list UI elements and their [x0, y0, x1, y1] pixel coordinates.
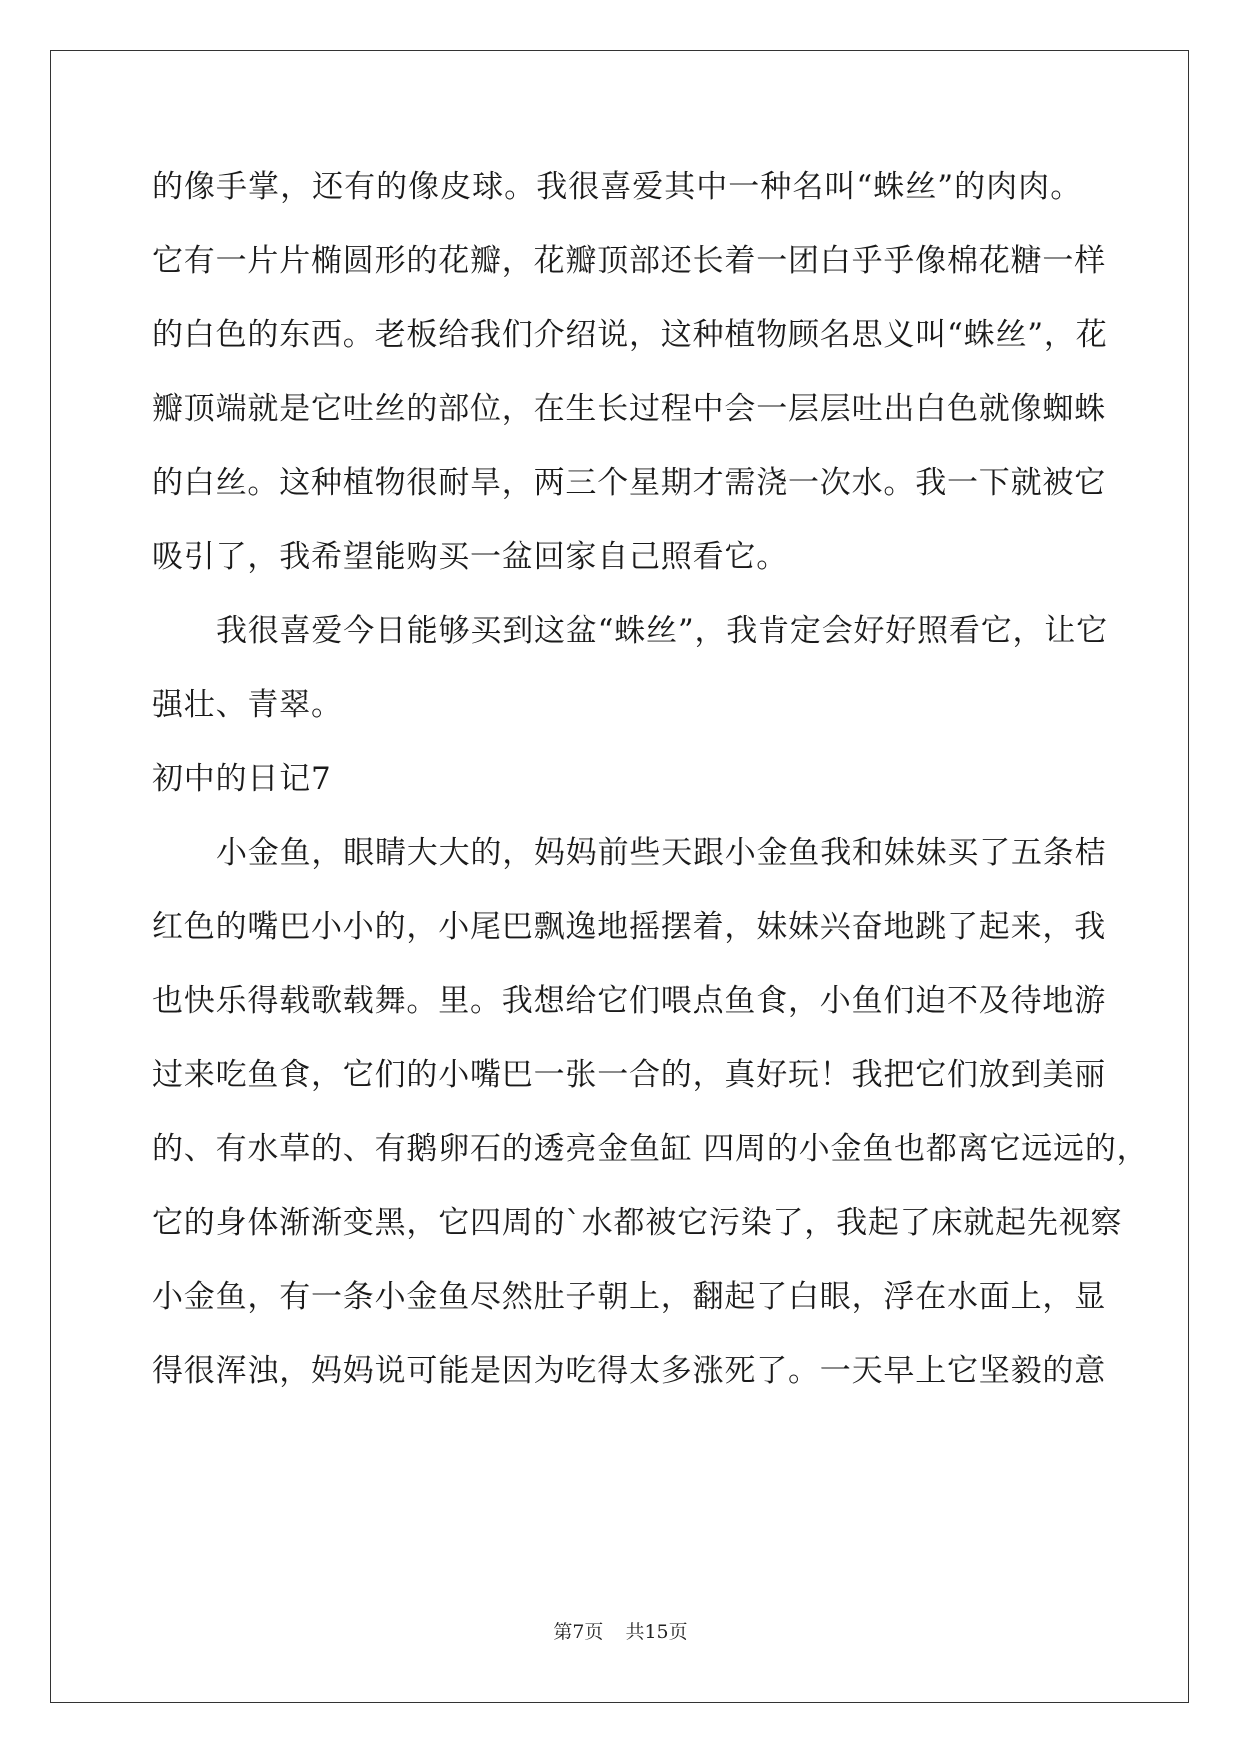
page-footer: [0, 1617, 1241, 1644]
text-line: 也快乐得载歌载舞。里。我想给它们喂点鱼食，小鱼们迫不及待地游: [152, 983, 1106, 1019]
section-heading: 初中的日记7: [152, 761, 332, 797]
text-line: 我很喜爱今日能够买到这盆“蛛丝”，我肯定会好好照看它，让它: [216, 613, 1108, 649]
text-line: 瓣顶端就是它吐丝的部位，在生长过程中会一层层吐出白色就像蜘蛛: [152, 391, 1106, 427]
text-line: 过来吃鱼食，它们的小嘴巴一张一合的，真好玩！我把它们放到美丽: [152, 1057, 1106, 1093]
text-line: 强壮、青翠。: [152, 687, 343, 723]
text-line: 的白色的东西。老板给我们介绍说，这种植物顾名思义叫“蛛丝”，花: [152, 317, 1108, 353]
text-line: 红色的嘴巴小小的，小尾巴飘逸地摇摆着，妹妹兴奋地跳了起来，我: [152, 909, 1106, 945]
document-body: [152, 162, 1149, 1420]
text-line: 小金鱼，有一条小金鱼尽然肚子朝上，翻起了白眼，浮在水面上，显: [152, 1279, 1106, 1315]
page-number: 第7页: [553, 1621, 604, 1643]
text-line: 它的身体渐渐变黑，它四周的`水都被它污染了，我起了床就起先视察: [152, 1205, 1123, 1241]
text-line: 的、有水草的、有鹅卵石的透亮金鱼缸 四周的小金鱼也都离它远远的，: [152, 1131, 1149, 1167]
text-line: 吸引了，我希望能购买一盆回家自己照看它。: [152, 539, 788, 575]
text-line: 的像手掌，还有的像皮球。我很喜爱其中一种名叫“蛛丝”的肉肉。: [152, 169, 1082, 205]
page-total: 共15页: [625, 1621, 688, 1643]
text-line: 它有一片片椭圆形的花瓣，花瓣顶部还长着一团白乎乎像棉花糖一样: [152, 243, 1106, 279]
text-line: 小金鱼，眼睛大大的，妈妈前些天跟小金鱼我和妹妹买了五条桔: [216, 835, 1107, 871]
text-line: 得很浑浊，妈妈说可能是因为吃得太多涨死了。一天早上它坚毅的意: [152, 1353, 1106, 1389]
text-line: 的白丝。这种植物很耐旱，两三个星期才需浇一次水。我一下就被它: [152, 465, 1106, 501]
